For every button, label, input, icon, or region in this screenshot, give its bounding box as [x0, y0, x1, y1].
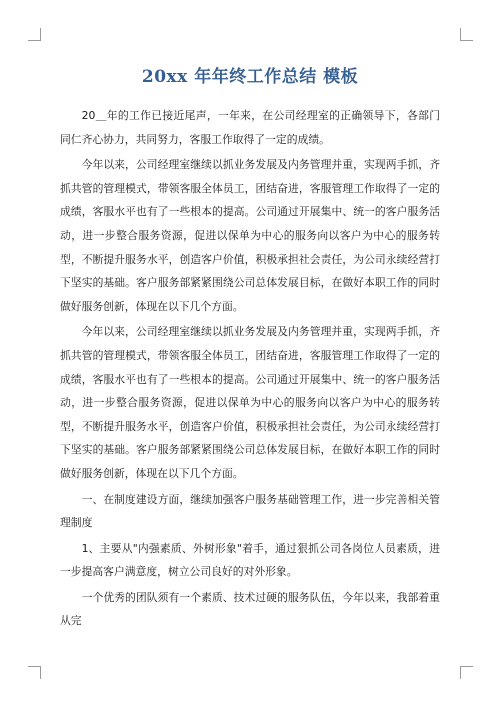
paragraph-intro: 20＿年的工作已接近尾声，一年来，在公司经理室的正确领导下，各部门同仁齐心协力，共同努力，客服工作取得了一定的成绩。 [60, 109, 440, 146]
page-corner-mark-bottom-left [28, 666, 41, 679]
page-corner-mark-top-right [460, 28, 473, 41]
paragraph-point-1: 1、主要从"内强素质、外树形象"着手，通过狠抓公司各岗位人员素质，进一步提高客户满意度，树立公司良好的对外形象。 [60, 541, 440, 579]
section-heading-system-building: 一、在制度建设方面，继续加强客户服务基础管理工作，进一步完善相关管理制度 [60, 492, 440, 530]
paragraph-overview-1: 今年以来，公司经理室继续以抓业务发展及内务管理并重，实现两手抓，齐抓共管的管理模式，带领客服全体员工，团结奋进，客服管理工作取得了一定的成绩，客服水平也有了一些根本的提高。公司通过开展集中、统一的客户服务活动，进一步整合服务资源，促进以保单为中心的服务向以客户为中心的服务转型，不断提升服务水平，创造客户价值，积极承担社会责任，为公司永续经营打下坚实的基础。客户服务部紧紧围绕公司总体发展目标，在做好本职工作的同时做好服务创新，体现在以下几个方面。 [60, 158, 440, 313]
document-body [60, 104, 440, 635]
page-corner-mark-top-left [28, 28, 41, 41]
paragraph-overview-2: 今年以来，公司经理室继续以抓业务发展及内务管理并重，实现两手抓，齐抓共管的管理模式，带领客服全体员工，团结奋进，客服管理工作取得了一定的成绩，客服水平也有了一些根本的提高。公司通过开展集中、统一的客户服务活动，进一步整合服务资源，促进以保单为中心的服务向以客户为中心的服务转型，不断提升服务水平，创造客户价值，积极承担社会责任，为公司永续经营打下坚实的基础。客户服务部紧紧围绕公司总体发展目标，在做好本职工作的同时做好服务创新，体现在以下几个方面。 [60, 325, 440, 480]
page-corner-mark-bottom-right [460, 666, 473, 679]
document-title: 20xx 年年终工作总结 模板 [141, 67, 359, 87]
paragraph-team: 一个优秀的团队须有一个素质、技术过硬的服务队伍，今年以来，我部着重从完 [60, 590, 440, 628]
